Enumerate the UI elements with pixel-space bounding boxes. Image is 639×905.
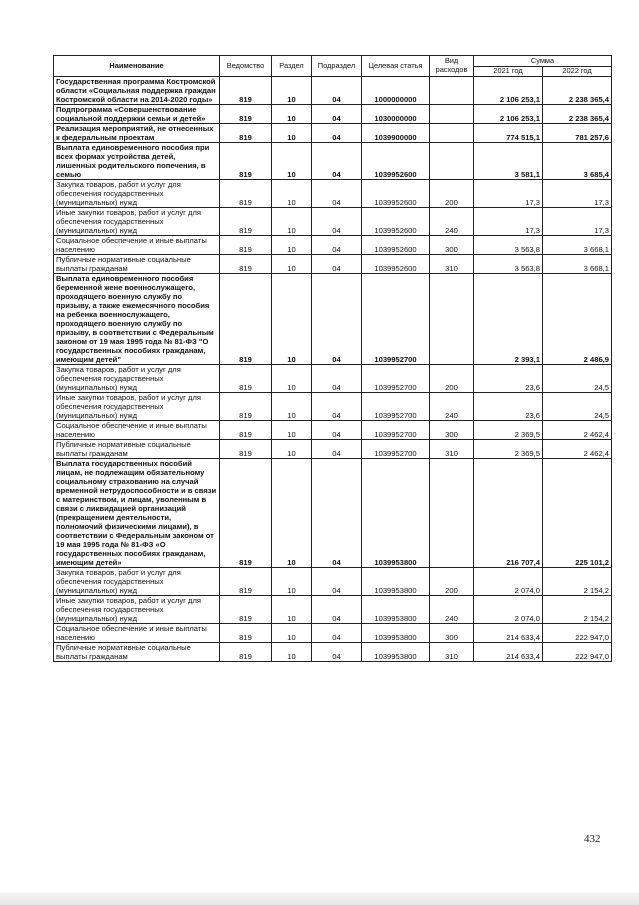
cell-subsection: 04 xyxy=(312,76,362,104)
cell-sum-2022: 3 685,4 xyxy=(543,142,612,179)
table-row xyxy=(54,273,612,364)
header-exp-type: Вид расходов xyxy=(430,56,474,77)
cell-name: Социальное обеспечение и иные выплаты населению xyxy=(54,623,220,642)
cell-sum-2022: 222 947,0 xyxy=(543,623,612,642)
cell-target: 1039952600 xyxy=(362,207,430,235)
cell-exp-type: 300 xyxy=(430,420,474,439)
cell-sum-2022: 2 238 365,4 xyxy=(543,104,612,123)
cell-target: 1039952700 xyxy=(362,273,430,364)
cell-sum-2021: 214 633,4 xyxy=(474,642,543,661)
cell-sum-2021: 774 515,1 xyxy=(474,123,543,142)
cell-sum-2021: 214 633,4 xyxy=(474,623,543,642)
cell-subsection: 04 xyxy=(312,104,362,123)
cell-sum-2021: 23,6 xyxy=(474,392,543,420)
cell-dept: 819 xyxy=(220,142,272,179)
cell-sum-2022: 24,5 xyxy=(543,364,612,392)
cell-sum-2021: 3 563,8 xyxy=(474,235,543,254)
table-row xyxy=(54,123,612,142)
cell-name: Социальное обеспечение и иные выплаты населению xyxy=(54,420,220,439)
table-row xyxy=(54,392,612,420)
scan-bottom-edge xyxy=(0,893,639,905)
cell-dept: 819 xyxy=(220,179,272,207)
cell-subsection: 04 xyxy=(312,179,362,207)
cell-sum-2021: 3 563,8 xyxy=(474,254,543,273)
cell-sum-2021: 2 074,0 xyxy=(474,595,543,623)
cell-target: 1030000000 xyxy=(362,104,430,123)
cell-name: Закупка товаров, работ и услуг для обеспечения государственных (муниципальных) нужд xyxy=(54,179,220,207)
table-row xyxy=(54,567,612,595)
cell-section: 10 xyxy=(272,207,312,235)
cell-target: 1039952700 xyxy=(362,439,430,458)
cell-section: 10 xyxy=(272,76,312,104)
cell-name: Выплата единовременного пособия беременной жене военнослужащего, проходящего военную службу по призыву, а также ежемесячного пособия на ребенка военнослужащего, проходящего военную службу по призыву, в соответствии с Федеральным законом от 19 мая 1995 года № 81-ФЗ "О государственных пособиях гражданам, имеющим детей" xyxy=(54,273,220,364)
cell-target: 1039952600 xyxy=(362,142,430,179)
cell-subsection: 04 xyxy=(312,254,362,273)
cell-sum-2022: 2 154,2 xyxy=(543,595,612,623)
cell-sum-2022: 3 668,1 xyxy=(543,235,612,254)
cell-dept: 819 xyxy=(220,364,272,392)
cell-dept: 819 xyxy=(220,642,272,661)
cell-subsection: 04 xyxy=(312,235,362,254)
cell-name: Иные закупки товаров, работ и услуг для обеспечения государственных (муниципальных) нужд xyxy=(54,392,220,420)
cell-name: Иные закупки товаров, работ и услуг для обеспечения государственных (муниципальных) нужд xyxy=(54,595,220,623)
cell-dept: 819 xyxy=(220,595,272,623)
cell-sum-2021: 216 707,4 xyxy=(474,458,543,567)
cell-exp-type xyxy=(430,104,474,123)
cell-sum-2022: 222 947,0 xyxy=(543,642,612,661)
table-row xyxy=(54,364,612,392)
cell-subsection: 04 xyxy=(312,123,362,142)
cell-name: Подпрограмма «Совершенствование социальной поддержки семьи и детей» xyxy=(54,104,220,123)
cell-target: 1039952700 xyxy=(362,420,430,439)
cell-name: Реализация мероприятий, не отнесенных к федеральным проектам xyxy=(54,123,220,142)
cell-dept: 819 xyxy=(220,235,272,254)
cell-name: Выплата единовременного пособия при всех формах устройства детей, лишенных родительского попечения, в семью xyxy=(54,142,220,179)
cell-subsection: 04 xyxy=(312,567,362,595)
cell-sum-2022: 781 257,6 xyxy=(543,123,612,142)
cell-exp-type xyxy=(430,123,474,142)
cell-dept: 819 xyxy=(220,439,272,458)
cell-section: 10 xyxy=(272,420,312,439)
cell-dept: 819 xyxy=(220,207,272,235)
table-row xyxy=(54,642,612,661)
cell-sum-2021: 2 369,5 xyxy=(474,420,543,439)
table-row xyxy=(54,76,612,104)
cell-section: 10 xyxy=(272,392,312,420)
cell-section: 10 xyxy=(272,595,312,623)
cell-dept: 819 xyxy=(220,567,272,595)
cell-exp-type: 300 xyxy=(430,235,474,254)
header-year-2022: 2022 год xyxy=(543,67,612,77)
table-row xyxy=(54,179,612,207)
cell-exp-type: 200 xyxy=(430,567,474,595)
cell-section: 10 xyxy=(272,123,312,142)
cell-dept: 819 xyxy=(220,123,272,142)
cell-target: 1039953800 xyxy=(362,595,430,623)
cell-target: 1039952600 xyxy=(362,235,430,254)
cell-subsection: 04 xyxy=(312,642,362,661)
header-year-2021: 2021 год xyxy=(474,67,543,77)
cell-subsection: 04 xyxy=(312,273,362,364)
cell-target: 1039952600 xyxy=(362,254,430,273)
cell-target: 1039953800 xyxy=(362,623,430,642)
table-row xyxy=(54,207,612,235)
table-row xyxy=(54,142,612,179)
table-row xyxy=(54,595,612,623)
cell-target: 1039953800 xyxy=(362,567,430,595)
cell-section: 10 xyxy=(272,364,312,392)
cell-name: Иные закупки товаров, работ и услуг для обеспечения государственных (муниципальных) нужд xyxy=(54,207,220,235)
cell-subsection: 04 xyxy=(312,420,362,439)
table-header xyxy=(54,56,612,77)
cell-exp-type: 240 xyxy=(430,207,474,235)
cell-target: 1000000000 xyxy=(362,76,430,104)
cell-name: Государственная программа Костромской области «Социальная поддержка граждан Костромской области на 2014-2020 годы» xyxy=(54,76,220,104)
cell-name: Закупка товаров, работ и услуг для обеспечения государственных (муниципальных) нужд xyxy=(54,364,220,392)
page-number: 432 xyxy=(584,833,601,845)
cell-sum-2021: 2 393,1 xyxy=(474,273,543,364)
cell-name: Публичные нормативные социальные выплаты гражданам xyxy=(54,439,220,458)
cell-dept: 819 xyxy=(220,623,272,642)
cell-sum-2021: 2 369,5 xyxy=(474,439,543,458)
cell-subsection: 04 xyxy=(312,207,362,235)
cell-name: Публичные нормативные социальные выплаты гражданам xyxy=(54,642,220,661)
cell-dept: 819 xyxy=(220,420,272,439)
cell-sum-2022: 225 101,2 xyxy=(543,458,612,567)
cell-target: 1039952700 xyxy=(362,392,430,420)
cell-sum-2022: 2 462,4 xyxy=(543,420,612,439)
cell-exp-type: 200 xyxy=(430,179,474,207)
cell-subsection: 04 xyxy=(312,595,362,623)
cell-sum-2021: 2 106 253,1 xyxy=(474,104,543,123)
cell-section: 10 xyxy=(272,254,312,273)
cell-exp-type xyxy=(430,76,474,104)
table-row xyxy=(54,235,612,254)
cell-dept: 819 xyxy=(220,392,272,420)
cell-exp-type xyxy=(430,273,474,364)
cell-sum-2021: 17,3 xyxy=(474,179,543,207)
cell-subsection: 04 xyxy=(312,392,362,420)
cell-exp-type: 310 xyxy=(430,254,474,273)
cell-subsection: 04 xyxy=(312,142,362,179)
cell-section: 10 xyxy=(272,642,312,661)
cell-exp-type: 240 xyxy=(430,392,474,420)
cell-dept: 819 xyxy=(220,104,272,123)
cell-subsection: 04 xyxy=(312,458,362,567)
cell-sum-2021: 2 106 253,1 xyxy=(474,76,543,104)
header-target: Целевая статья xyxy=(362,56,430,77)
cell-exp-type xyxy=(430,142,474,179)
budget-table xyxy=(53,55,612,662)
table-row xyxy=(54,420,612,439)
cell-exp-type: 200 xyxy=(430,364,474,392)
header-name: Наименование xyxy=(54,56,220,77)
table-row xyxy=(54,458,612,567)
cell-dept: 819 xyxy=(220,273,272,364)
table-row xyxy=(54,439,612,458)
cell-target: 1039952600 xyxy=(362,179,430,207)
cell-sum-2022: 2 154,2 xyxy=(543,567,612,595)
table-row xyxy=(54,254,612,273)
cell-sum-2022: 2 486,9 xyxy=(543,273,612,364)
cell-section: 10 xyxy=(272,235,312,254)
cell-sum-2021: 3 581,1 xyxy=(474,142,543,179)
table-body xyxy=(54,76,612,661)
cell-name: Выплата государственных пособий лицам, не подлежащим обязательному социальному страхованию на случай временной нетрудоспособности и в связи с материнством, и лицам, уволенным в связи с ликвидацией организаций (прекращением деятельности, полномочий физическими лицами), в соответствии с Федеральным законом от 19 мая 1995 года № 81-ФЗ «О государственных пособиях гражданам, имеющим детей» xyxy=(54,458,220,567)
cell-section: 10 xyxy=(272,273,312,364)
cell-name: Публичные нормативные социальные выплаты гражданам xyxy=(54,254,220,273)
cell-dept: 819 xyxy=(220,76,272,104)
cell-name: Закупка товаров, работ и услуг для обеспечения государственных (муниципальных) нужд xyxy=(54,567,220,595)
cell-sum-2022: 17,3 xyxy=(543,179,612,207)
header-sum: Сумма xyxy=(474,56,612,67)
cell-subsection: 04 xyxy=(312,623,362,642)
cell-target: 1039952700 xyxy=(362,364,430,392)
cell-sum-2022: 2 238 365,4 xyxy=(543,76,612,104)
cell-exp-type: 240 xyxy=(430,595,474,623)
cell-exp-type: 300 xyxy=(430,623,474,642)
cell-sum-2021: 2 074,0 xyxy=(474,567,543,595)
cell-section: 10 xyxy=(272,623,312,642)
cell-section: 10 xyxy=(272,142,312,179)
table-row xyxy=(54,104,612,123)
cell-sum-2022: 17,3 xyxy=(543,207,612,235)
header-dept: Ведомство xyxy=(220,56,272,77)
cell-sum-2021: 17,3 xyxy=(474,207,543,235)
cell-dept: 819 xyxy=(220,458,272,567)
cell-sum-2022: 2 462,4 xyxy=(543,439,612,458)
cell-sum-2021: 23,6 xyxy=(474,364,543,392)
cell-target: 1039900000 xyxy=(362,123,430,142)
cell-sum-2022: 24,5 xyxy=(543,392,612,420)
cell-dept: 819 xyxy=(220,254,272,273)
cell-section: 10 xyxy=(272,567,312,595)
cell-exp-type xyxy=(430,458,474,567)
cell-name: Социальное обеспечение и иные выплаты населению xyxy=(54,235,220,254)
cell-subsection: 04 xyxy=(312,439,362,458)
header-subsection: Подраздел xyxy=(312,56,362,77)
cell-exp-type: 310 xyxy=(430,439,474,458)
table-row xyxy=(54,623,612,642)
cell-exp-type: 310 xyxy=(430,642,474,661)
cell-target: 1039953800 xyxy=(362,458,430,567)
header-section: Раздел xyxy=(272,56,312,77)
cell-section: 10 xyxy=(272,104,312,123)
cell-section: 10 xyxy=(272,458,312,567)
cell-sum-2022: 3 668,1 xyxy=(543,254,612,273)
cell-section: 10 xyxy=(272,179,312,207)
cell-subsection: 04 xyxy=(312,364,362,392)
cell-section: 10 xyxy=(272,439,312,458)
cell-target: 1039953800 xyxy=(362,642,430,661)
